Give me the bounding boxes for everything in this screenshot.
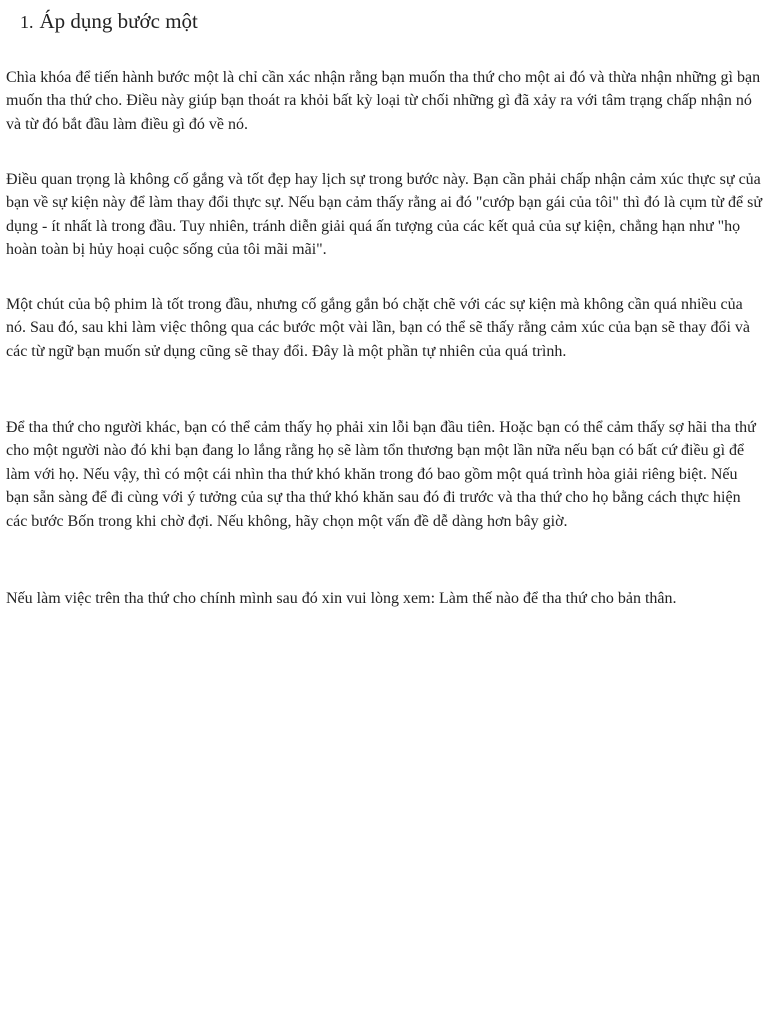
paragraph-3: Một chút của bộ phim là tốt trong đầu, nhưng cố gắng gắn bó chặt chẽ với các sự kiện mà không cần quá nhiều của nó. Sau đó, sau khi làm việc thông qua các bước một vài lần, bạn có thể sẽ thấy rằng cảm xúc của bạn sẽ thay đổi và các từ ngữ bạn muốn sử dụng cũng sẽ thay đổi. Đây là một phần tự nhiên của quá trình.	[6, 296, 751, 360]
paragraph-1: Chìa khóa để tiến hành bước một là chỉ cần xác nhận rằng bạn muốn tha thứ cho một ai đó và thừa nhận những gì bạn muốn tha thứ cho. Điều này giúp bạn thoát ra khỏi bất kỳ loại từ chối những gì đã xảy ra với tâm trạng chấp nhận nó và từ đó bắt đầu làm điều gì đó về nó.	[6, 69, 761, 133]
section-title: Áp dụng bước một	[39, 9, 198, 33]
paragraph-2: Điều quan trọng là không cố gắng và tốt đẹp hay lịch sự trong bước này. Bạn cần phải chấp nhận cảm xúc thực sự của bạn về sự kiện này để làm thay đổi thực sự. Nếu bạn cảm thấy rằng ai đó "cướp bạn gái của tôi" thì đó là cụm từ để sử dụng - ít nhất là trong đầu. Tuy nhiên, tránh diễn giải quá ấn tượng của các kết quả của sự kiện, chẳng hạn như "họ hoàn toàn bị hủy hoại cuộc sống của tôi mãi mãi".	[6, 171, 763, 259]
section-heading	[20, 6, 198, 37]
paragraph-4: Để tha thứ cho người khác, bạn có thể cảm thấy họ phải xin lỗi bạn đầu tiên. Hoặc bạn có thể cảm thấy sợ hãi tha thứ cho một người nào đó khi bạn đang lo lắng rằng họ sẽ làm tổn thương bạn một lần nữa nếu bạn có bất cứ điều gì để làm với họ. Nếu vậy, thì có một cái nhìn tha thứ khó khăn trong đó bao gồm một quá trình hòa giải riêng biệt. Nếu bạn sẵn sàng để đi cùng với ý tưởng của sự tha thứ khó khăn sau đó đi trước và tha thứ cho họ bằng cách thực hiện các bước Bốn trong khi chờ đợi. Nếu không, hãy chọn một vấn đề dễ dàng hơn bây giờ.	[6, 419, 756, 530]
section-number: 1.	[20, 12, 34, 32]
paragraph-5: Nếu làm việc trên tha thứ cho chính mình sau đó xin vui lòng xem: Làm thế nào để tha thứ cho bản thân.	[6, 590, 677, 607]
